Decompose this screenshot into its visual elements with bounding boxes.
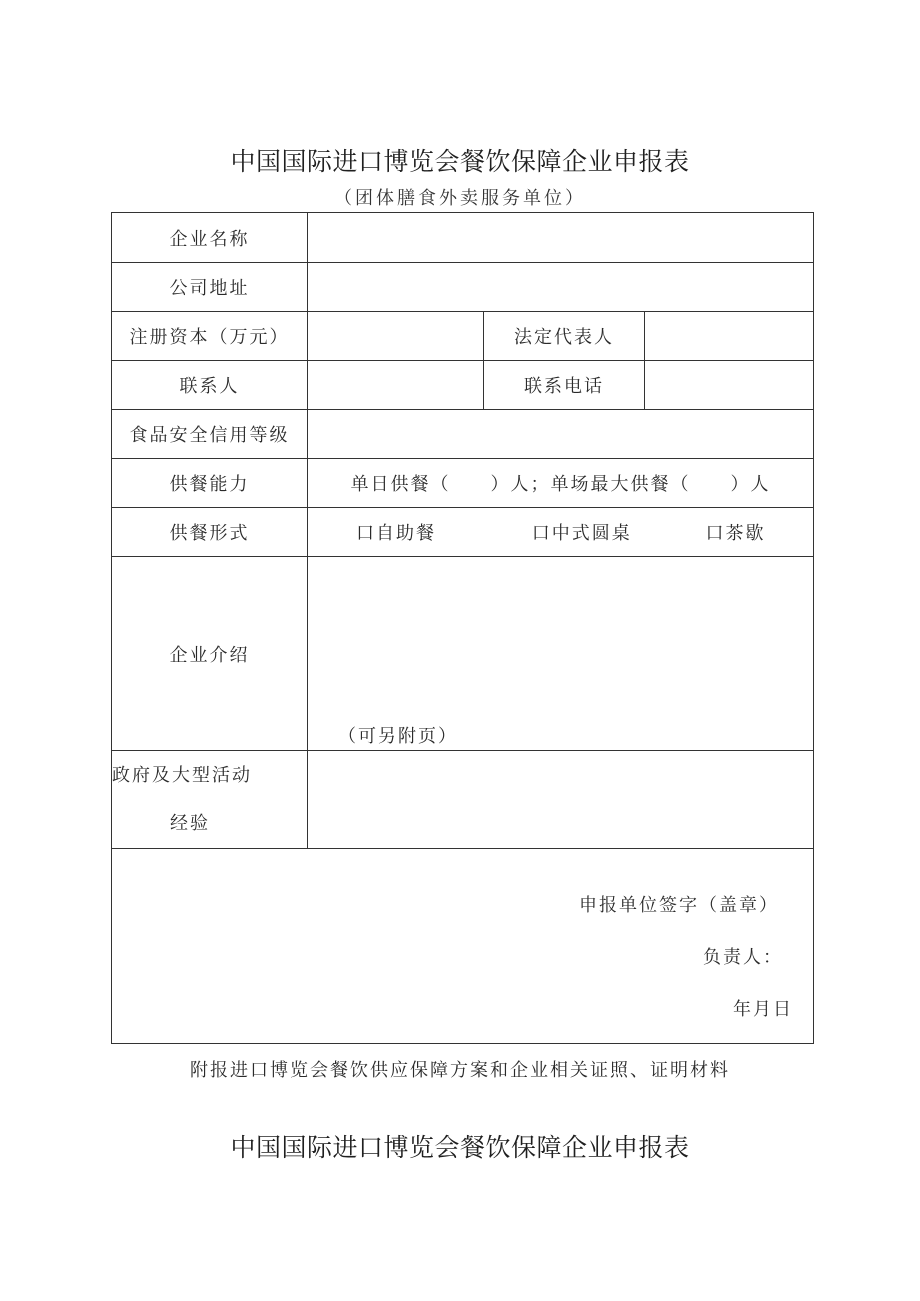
legal-representative-field[interactable] xyxy=(645,312,814,361)
registered-capital-field[interactable] xyxy=(308,312,484,361)
person-in-charge-label: 负责人： xyxy=(703,947,784,968)
contact-phone-label: 联系电话 xyxy=(484,361,645,410)
experience-label-line1: 政府及大型活动 xyxy=(112,764,252,786)
row-company-name xyxy=(112,213,814,263)
page-title: 中国国际进口博览会餐饮保障企业申报表 xyxy=(230,147,690,176)
option-chinese-round-table-checkbox[interactable]: 口中式圆桌 xyxy=(531,523,632,544)
experience-label xyxy=(112,751,308,849)
legal-representative-label: 法定代表人 xyxy=(484,312,645,361)
introduction-label: 企业介绍 xyxy=(112,557,308,751)
repeat-page-title: 中国国际进口博览会餐饮保障企业申报表 xyxy=(230,1133,690,1162)
attachment-footnote: 附报进口博览会餐饮供应保障方案和企业相关证照、证明材料 xyxy=(190,1060,730,1081)
experience-label-line2: 经验 xyxy=(170,812,210,834)
row-food-safety xyxy=(112,410,814,459)
unit-signature-label: 申报单位签字（盖章） xyxy=(579,895,780,916)
row-service-form xyxy=(112,508,814,557)
capacity-label: 供餐能力 xyxy=(112,459,308,508)
row-capital-representative xyxy=(112,312,814,361)
registered-capital-label: 注册资本（万元） xyxy=(112,312,308,361)
option-tea-break-checkbox[interactable]: 口茶歇 xyxy=(705,523,766,544)
company-address-label: 公司地址 xyxy=(112,263,308,312)
row-signature xyxy=(112,849,814,1044)
service-form-options xyxy=(308,508,814,557)
signature-area xyxy=(112,849,814,1044)
row-contact xyxy=(112,361,814,410)
food-safety-rating-label: 食品安全信用等级 xyxy=(112,410,308,459)
capacity-field[interactable]: 单日供餐（ ）人；单场最大供餐（ ）人 xyxy=(308,459,814,508)
service-form-label: 供餐形式 xyxy=(112,508,308,557)
contact-person-field[interactable] xyxy=(308,361,484,410)
row-capacity xyxy=(112,459,814,508)
attach-page-note: （可另附页） xyxy=(338,726,458,747)
introduction-field[interactable] xyxy=(308,557,814,751)
contact-phone-field[interactable] xyxy=(645,361,814,410)
food-safety-rating-field[interactable] xyxy=(308,410,814,459)
row-introduction xyxy=(112,557,814,751)
contact-person-label: 联系人 xyxy=(112,361,308,410)
experience-field[interactable] xyxy=(308,751,814,849)
option-buffet-checkbox[interactable]: 口自助餐 xyxy=(356,523,436,544)
row-experience xyxy=(112,751,814,849)
date-label: 年月日 xyxy=(733,999,794,1020)
company-address-field[interactable] xyxy=(308,263,814,312)
page-subtitle: （团体膳食外卖服务单位） xyxy=(334,188,586,209)
row-company-address xyxy=(112,263,814,312)
application-form-table xyxy=(111,212,814,1044)
company-name-label: 企业名称 xyxy=(112,213,308,263)
company-name-field[interactable] xyxy=(308,213,814,263)
